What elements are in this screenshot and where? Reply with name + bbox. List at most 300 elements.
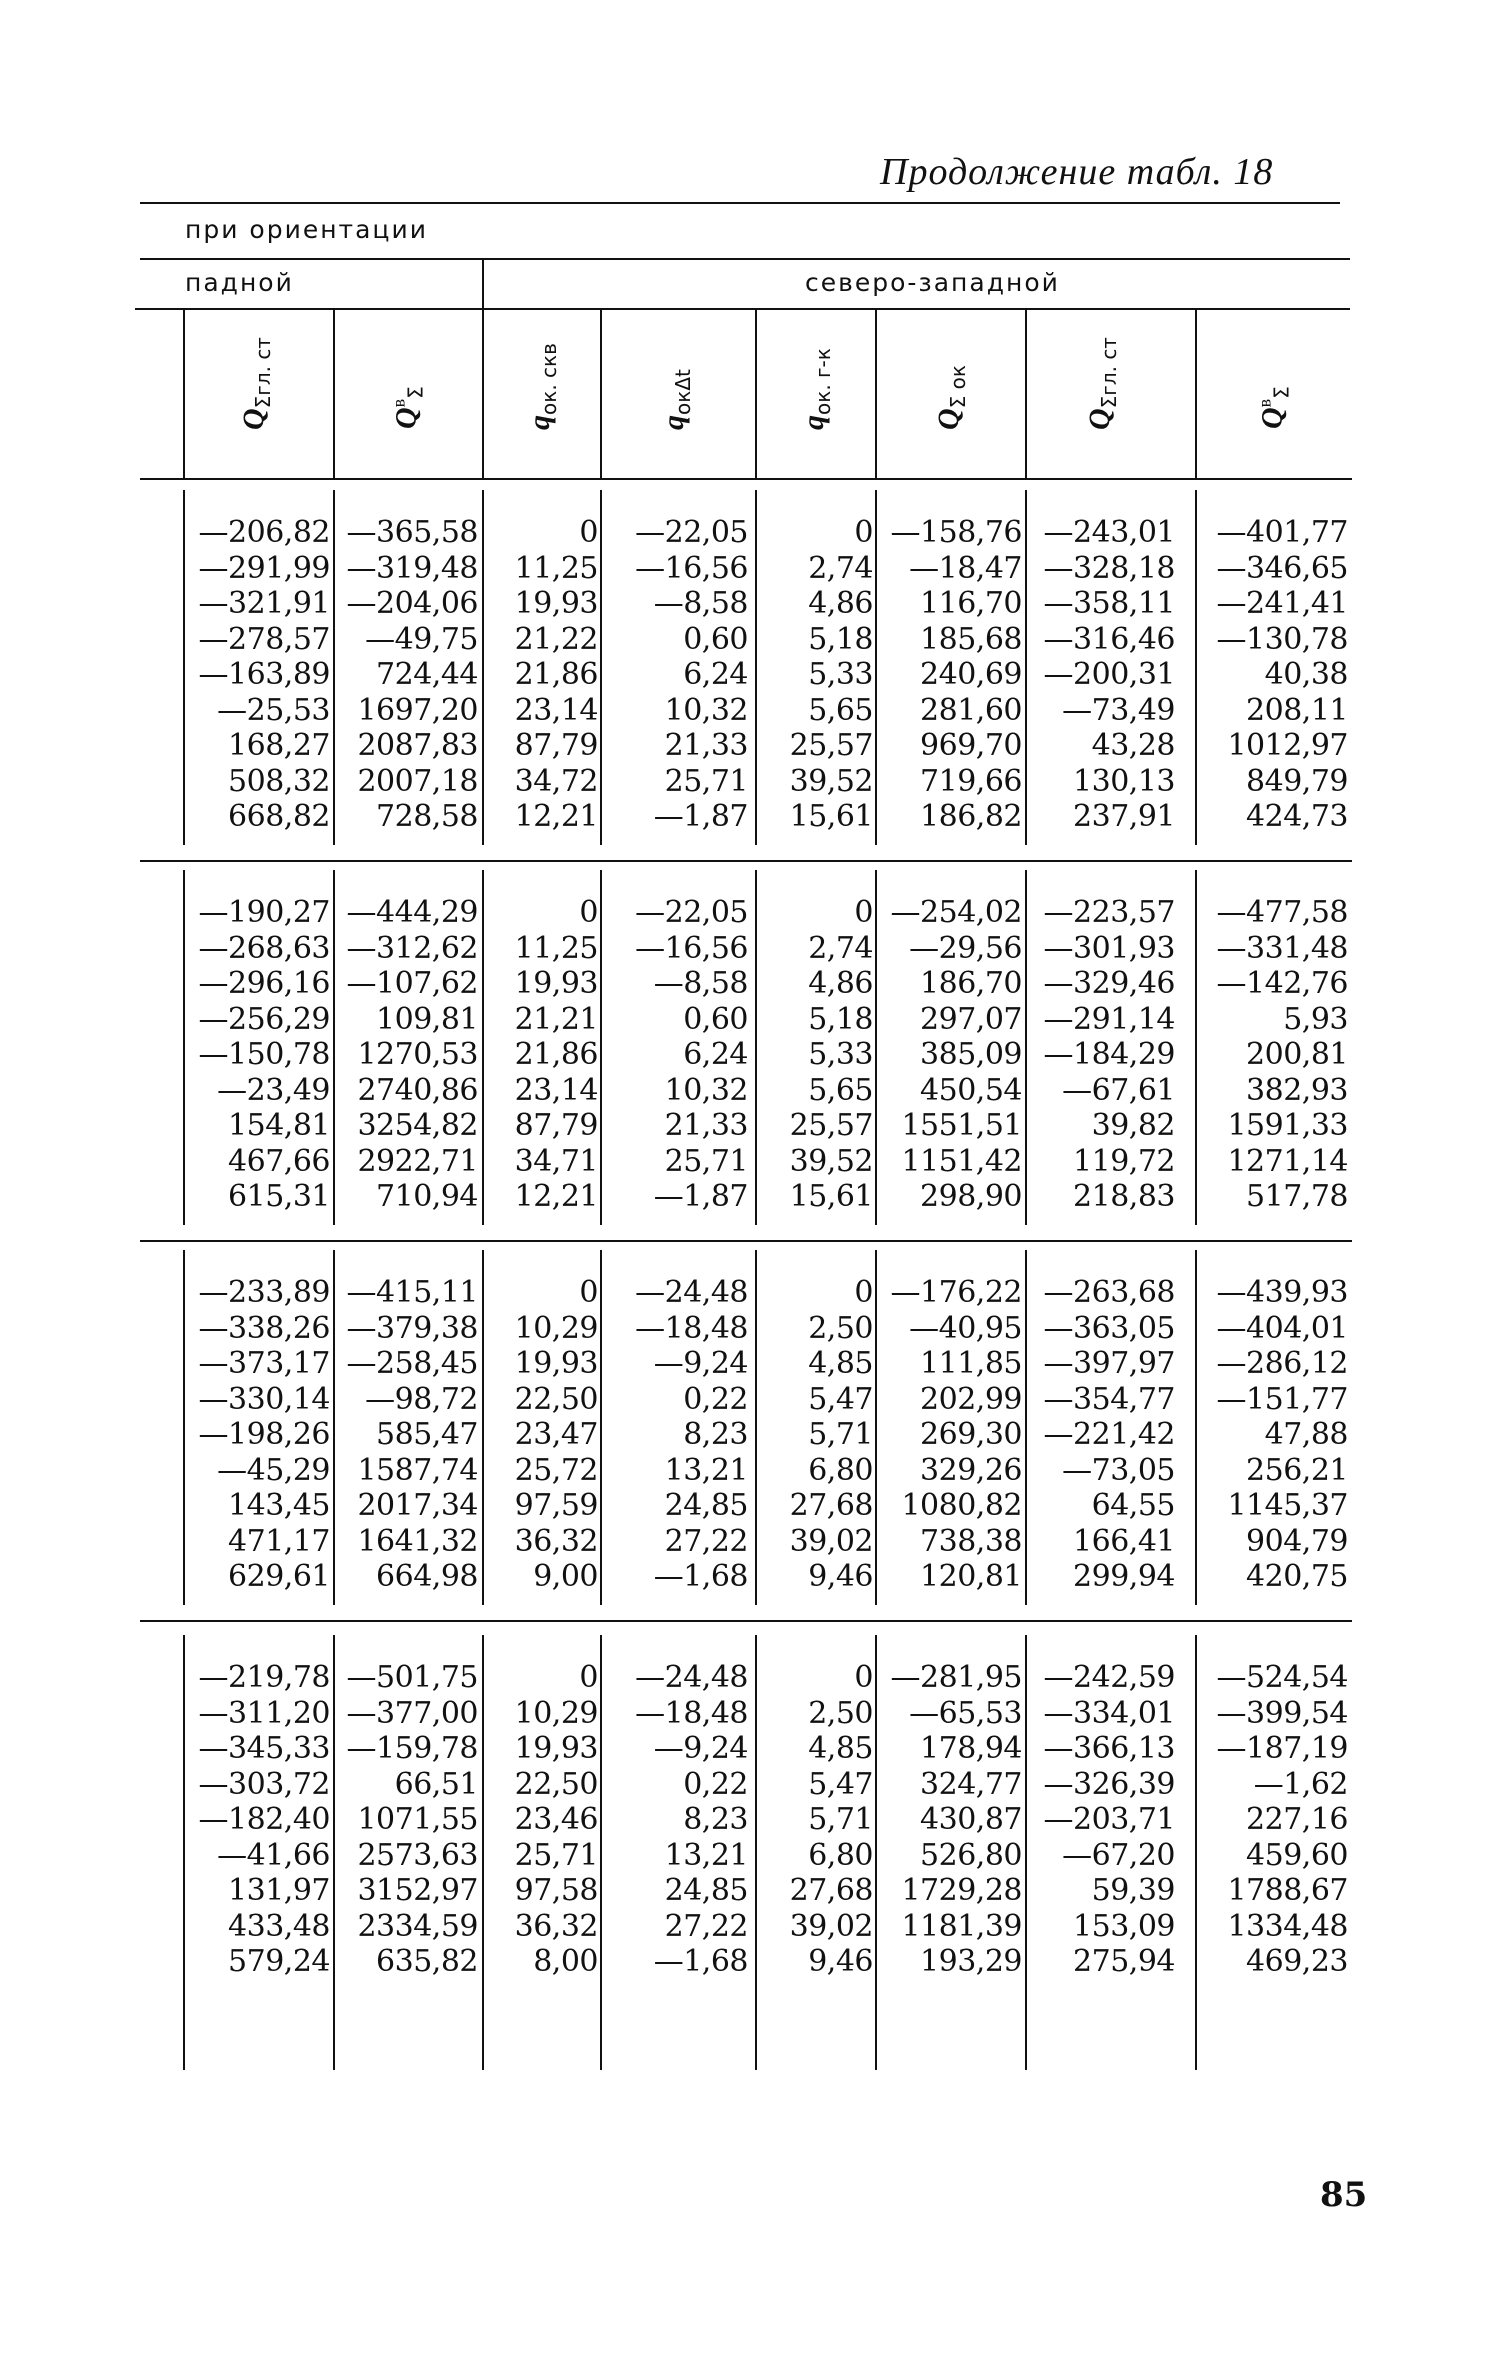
column-header	[1195, 308, 1352, 478]
table-cell: 24,85	[664, 1488, 748, 1523]
table-cell: 433,48	[228, 1908, 330, 1944]
table-cell: 59,39	[1091, 1873, 1175, 1908]
table-cell: —18,47	[909, 550, 1022, 586]
table-cell: 131,97	[228, 1873, 330, 1908]
table-cell: —291,99	[198, 550, 330, 586]
column-header	[333, 308, 482, 478]
column-header	[482, 308, 602, 478]
table-cell: —219,78	[198, 1660, 330, 1695]
table-cell: 27,68	[789, 1873, 873, 1908]
table-cell: —258,45	[346, 1346, 478, 1381]
block-separator-rule	[140, 1240, 1352, 1242]
table-cell: 25,71	[664, 1143, 748, 1179]
table-cell: 23,46	[514, 1802, 598, 1837]
table-cell: —187,19	[1216, 1731, 1348, 1766]
table-cell: 1587,74	[357, 1452, 478, 1488]
column-divider	[755, 1635, 757, 2070]
table-cell: —233,89	[198, 1275, 330, 1310]
table-cell: 1788,67	[1227, 1873, 1348, 1908]
table-cell: 4,86	[808, 966, 873, 1001]
table-cell: 25,71	[514, 1837, 598, 1873]
table-cell: 15,61	[789, 799, 873, 834]
column-divider	[875, 1635, 877, 2070]
table-cell: 585,47	[376, 1417, 478, 1452]
column-header-label: $Q^в_\Sigma$	[1254, 386, 1293, 429]
table-cell: 2922,71	[357, 1143, 478, 1179]
column-divider	[333, 490, 335, 845]
column-divider	[482, 1250, 484, 1605]
table-cell: 227,16	[1246, 1802, 1348, 1837]
table-cell: 22,50	[514, 1766, 598, 1802]
table-cell: —41,66	[217, 1837, 330, 1873]
table-cell: 27,68	[789, 1488, 873, 1523]
column-divider	[875, 870, 877, 1225]
table-cell: 143,45	[228, 1488, 330, 1523]
column-divider	[482, 1635, 484, 2070]
table-cell: 2087,83	[357, 728, 478, 763]
table-cell: 12,21	[514, 799, 598, 834]
column-header	[1025, 308, 1179, 478]
table-cell: —312,62	[346, 930, 478, 966]
table-cell: 12,21	[514, 1179, 598, 1214]
table-cell: —176,22	[890, 1275, 1022, 1310]
table-cell: —268,63	[198, 930, 330, 966]
table-cell: —358,11	[1043, 586, 1175, 621]
table-cell: 109,81	[376, 1001, 478, 1037]
table-cell: 5,47	[808, 1766, 873, 1802]
table-cell: 19,93	[514, 1731, 598, 1766]
table-cell: 168,27	[228, 728, 330, 763]
table-cell: 424,73	[1246, 799, 1348, 834]
table-cell: 668,82	[228, 799, 330, 834]
column-divider	[875, 490, 877, 845]
column-divider	[1025, 1250, 1027, 1605]
table-cell: —73,05	[1062, 1452, 1175, 1488]
column-divider	[183, 870, 185, 1225]
table-cell: 66,51	[394, 1766, 478, 1802]
table-cell: —286,12	[1216, 1346, 1348, 1381]
table-cell: 1080,82	[901, 1488, 1022, 1523]
table-cell: 8,23	[683, 1802, 748, 1837]
table-cell: 1641,32	[357, 1523, 478, 1559]
column-divider	[482, 870, 484, 1225]
table-cell: 186,70	[920, 966, 1022, 1001]
table-cell: —401,77	[1216, 515, 1348, 550]
table-cell: 10,32	[664, 1072, 748, 1108]
column-header-label: $q_{ок. г-к}$	[797, 348, 835, 430]
table-cell: 178,94	[920, 1731, 1022, 1766]
table-cell: 738,38	[920, 1523, 1022, 1559]
table-cell: 9,00	[533, 1559, 598, 1594]
column-divider	[1025, 1635, 1027, 2070]
table-cell: 13,21	[664, 1837, 748, 1873]
table-cell: —354,77	[1043, 1381, 1175, 1417]
table-cell: 5,18	[808, 621, 873, 657]
table-cell: —29,56	[909, 930, 1022, 966]
table-cell: 469,23	[1246, 1944, 1348, 1979]
table-cell: 1271,14	[1227, 1143, 1348, 1179]
table-cell: 120,81	[920, 1559, 1022, 1594]
table-cell: —329,46	[1043, 966, 1175, 1001]
table-cell: —1,87	[653, 1179, 748, 1214]
table-cell: 40,38	[1264, 657, 1348, 692]
column-divider	[600, 1635, 602, 2070]
table-cell: 10,29	[514, 1695, 598, 1731]
table-cell: 0	[579, 515, 598, 550]
table-cell: —22,05	[635, 515, 748, 550]
table-cell: 218,83	[1073, 1179, 1175, 1214]
column-header-label: $Q_{\Sigma ок}$	[931, 365, 970, 430]
table-cell: —242,59	[1043, 1660, 1175, 1695]
table-cell: 1551,51	[901, 1108, 1022, 1143]
table-cell: —444,29	[346, 895, 478, 930]
table-cell: 420,75	[1246, 1559, 1348, 1594]
table-cell: 119,72	[1073, 1143, 1175, 1179]
table-cell: —9,24	[653, 1346, 748, 1381]
table-cell: 635,82	[376, 1944, 478, 1979]
table-cell: 467,66	[228, 1143, 330, 1179]
table-cell: 5,33	[808, 657, 873, 692]
table-cell: 3152,97	[357, 1873, 478, 1908]
table-cell: —49,75	[365, 621, 478, 657]
table-cell: 22,50	[514, 1381, 598, 1417]
table-cell: 9,46	[808, 1944, 873, 1979]
table-cell: 1729,28	[901, 1873, 1022, 1908]
table-cell: 111,85	[920, 1346, 1022, 1381]
table-cell: 4,85	[808, 1731, 873, 1766]
table-cell: —319,48	[346, 550, 478, 586]
column-divider	[482, 490, 484, 845]
table-cell: 710,94	[376, 1179, 478, 1214]
column-divider	[600, 490, 602, 845]
table-cell: —345,33	[198, 1731, 330, 1766]
table-cell: —200,31	[1043, 657, 1175, 692]
table-cell: 10,32	[664, 692, 748, 728]
table-cell: 87,79	[514, 728, 598, 763]
table-cell: 186,82	[920, 799, 1022, 834]
table-cell: 0	[579, 1275, 598, 1310]
table-cell: 185,68	[920, 621, 1022, 657]
table-cell: —1,87	[653, 799, 748, 834]
table-cell: 471,17	[228, 1523, 330, 1559]
table-cell: —130,78	[1216, 621, 1348, 657]
table-cell: 193,29	[920, 1944, 1022, 1979]
table-cell: —24,48	[635, 1275, 748, 1310]
table-cell: —151,77	[1216, 1381, 1348, 1417]
table-cell: 579,24	[228, 1944, 330, 1979]
table-cell: —40,95	[909, 1310, 1022, 1346]
table-cell: 97,59	[514, 1488, 598, 1523]
table-cell: 0	[854, 1660, 873, 1695]
table-cell: —328,18	[1043, 550, 1175, 586]
table-cell: —184,29	[1043, 1037, 1175, 1072]
table-cell: —182,40	[198, 1802, 330, 1837]
column-header-label: $q_{ок\Delta t}$	[657, 369, 695, 430]
table-cell: 0	[854, 515, 873, 550]
table-cell: 21,33	[664, 1108, 748, 1143]
subgroup-right-header: северо-западной	[805, 268, 1060, 297]
table-cell: —366,13	[1043, 1731, 1175, 1766]
column-header-label: $Q_{\Sigma гл. ст}$	[237, 337, 275, 430]
table-cell: —203,71	[1043, 1802, 1175, 1837]
table-caption: Продолжение табл. 18	[880, 151, 1274, 193]
table-cell: 153,09	[1073, 1908, 1175, 1944]
table-cell: 24,85	[664, 1873, 748, 1908]
column-header	[178, 308, 334, 478]
table-cell: 5,93	[1283, 1001, 1348, 1037]
column-divider	[1195, 1250, 1197, 1605]
column-divider	[875, 1250, 877, 1605]
column-header-label: $Q_{\Sigma гл. ст}$	[1083, 337, 1121, 430]
subgroup-left-header: падной	[185, 268, 294, 297]
table-cell: 25,57	[789, 728, 873, 763]
table-cell: 728,58	[376, 799, 478, 834]
table-cell: 202,99	[920, 1381, 1022, 1417]
table-cell: —9,24	[653, 1731, 748, 1766]
table-cell: 324,77	[920, 1766, 1022, 1802]
table-cell: 2,50	[808, 1310, 873, 1346]
block-separator-rule	[140, 860, 1352, 862]
table-cell: 0	[579, 895, 598, 930]
table-cell: 275,94	[1073, 1944, 1175, 1979]
table-cell: 6,24	[683, 1037, 748, 1072]
table-cell: —18,48	[635, 1310, 748, 1346]
table-cell: 1012,97	[1227, 728, 1348, 763]
table-cell: 382,93	[1246, 1072, 1348, 1108]
table-cell: —18,48	[635, 1695, 748, 1731]
table-cell: 2,50	[808, 1695, 873, 1731]
group-rule	[140, 258, 1350, 260]
table-cell: —316,46	[1043, 621, 1175, 657]
table-cell: 1270,53	[357, 1037, 478, 1072]
table-cell: —16,56	[635, 930, 748, 966]
table-cell: —477,58	[1216, 895, 1348, 930]
table-cell: 23,14	[514, 1072, 598, 1108]
column-header-label: $q_{ок. скв}$	[523, 343, 561, 430]
table-cell: 2740,86	[357, 1072, 478, 1108]
table-cell: 849,79	[1246, 763, 1348, 799]
table-cell: 1181,39	[901, 1908, 1022, 1944]
table-cell: 0,60	[683, 621, 748, 657]
table-cell: 166,41	[1073, 1523, 1175, 1559]
table-cell: 21,33	[664, 728, 748, 763]
header-column-divider	[183, 308, 185, 478]
table-cell: —142,76	[1216, 966, 1348, 1001]
table-cell: 25,71	[664, 763, 748, 799]
group-header: при ориентации	[185, 215, 428, 244]
table-cell: —399,54	[1216, 1695, 1348, 1731]
column-divider	[1025, 870, 1027, 1225]
table-cell: —1,68	[653, 1559, 748, 1594]
table-cell: 36,32	[514, 1908, 598, 1944]
table-cell: 34,71	[514, 1143, 598, 1179]
table-cell: 39,02	[789, 1908, 873, 1944]
table-cell: 3254,82	[357, 1108, 478, 1143]
table-cell: 2,74	[808, 930, 873, 966]
table-cell: 329,26	[920, 1452, 1022, 1488]
table-cell: 36,32	[514, 1523, 598, 1559]
table-cell: 154,81	[228, 1108, 330, 1143]
table-cell: —501,75	[346, 1660, 478, 1695]
table-cell: 1591,33	[1227, 1108, 1348, 1143]
table-cell: —8,58	[653, 586, 748, 621]
table-cell: 39,52	[789, 763, 873, 799]
table-cell: —23,49	[217, 1072, 330, 1108]
table-cell: 2007,18	[357, 763, 478, 799]
table-cell: —373,17	[198, 1346, 330, 1381]
column-divider	[755, 870, 757, 1225]
table-cell: 21,22	[514, 621, 598, 657]
table-cell: —363,05	[1043, 1310, 1175, 1346]
table-cell: —379,38	[346, 1310, 478, 1346]
table-cell: 0,22	[683, 1766, 748, 1802]
table-cell: 5,33	[808, 1037, 873, 1072]
table-cell: —158,76	[890, 515, 1022, 550]
table-cell: 2017,34	[357, 1488, 478, 1523]
header-column-divider	[755, 308, 757, 478]
table-cell: 6,24	[683, 657, 748, 692]
table-cell: 25,57	[789, 1108, 873, 1143]
table-cell: 21,86	[514, 657, 598, 692]
table-cell: 8,23	[683, 1417, 748, 1452]
table-cell: 517,78	[1246, 1179, 1348, 1214]
table-cell: —198,26	[198, 1417, 330, 1452]
table-cell: 13,21	[664, 1452, 748, 1488]
column-divider	[183, 1635, 185, 2070]
table-cell: 19,93	[514, 966, 598, 1001]
table-cell: —365,58	[346, 515, 478, 550]
table-cell: —8,58	[653, 966, 748, 1001]
table-cell: 969,70	[920, 728, 1022, 763]
table-cell: —67,61	[1062, 1072, 1175, 1108]
table-cell: —263,68	[1043, 1275, 1175, 1310]
table-cell: —303,72	[198, 1766, 330, 1802]
table-cell: —221,42	[1043, 1417, 1175, 1452]
table-cell: 1151,42	[901, 1143, 1022, 1179]
table-cell: —278,57	[198, 621, 330, 657]
table-cell: —107,62	[346, 966, 478, 1001]
table-cell: 5,47	[808, 1381, 873, 1417]
table-cell: 298,90	[920, 1179, 1022, 1214]
table-cell: 281,60	[920, 692, 1022, 728]
table-cell: 43,28	[1091, 728, 1175, 763]
table-cell: 6,80	[808, 1452, 873, 1488]
column-divider	[333, 1250, 335, 1605]
table-cell: —241,41	[1216, 586, 1348, 621]
table-cell: —163,89	[198, 657, 330, 692]
column-divider	[600, 1250, 602, 1605]
table-cell: —346,65	[1216, 550, 1348, 586]
table-cell: 19,93	[514, 1346, 598, 1381]
table-cell: 256,21	[1246, 1452, 1348, 1488]
table-cell: 34,72	[514, 763, 598, 799]
table-cell: 8,00	[533, 1944, 598, 1979]
table-cell: —204,06	[346, 586, 478, 621]
table-cell: 64,55	[1091, 1488, 1175, 1523]
table-cell: 11,25	[514, 550, 598, 586]
table-cell: 27,22	[664, 1908, 748, 1944]
table-cell: 430,87	[920, 1802, 1022, 1837]
table-cell: —206,82	[198, 515, 330, 550]
column-divider	[333, 1635, 335, 2070]
table-cell: —223,57	[1043, 895, 1175, 930]
table-cell: 240,69	[920, 657, 1022, 692]
top-rule	[140, 202, 1340, 204]
table-cell: —397,97	[1043, 1346, 1175, 1381]
column-header-label: $Q^в_\Sigma$	[388, 386, 427, 429]
header-column-divider	[600, 308, 602, 478]
table-cell: 2,74	[808, 550, 873, 586]
column-header	[875, 308, 1026, 478]
table-cell: 508,32	[228, 763, 330, 799]
table-cell: 615,31	[228, 1179, 330, 1214]
column-divider	[333, 870, 335, 1225]
table-cell: 237,91	[1073, 799, 1175, 834]
header-bottom-rule	[140, 478, 1352, 480]
column-divider	[1195, 1635, 1197, 2070]
table-cell: 269,30	[920, 1417, 1022, 1452]
table-cell: —190,27	[198, 895, 330, 930]
table-cell: 23,14	[514, 692, 598, 728]
table-cell: 724,44	[376, 657, 478, 692]
table-cell: 97,58	[514, 1873, 598, 1908]
table-cell: —330,14	[198, 1381, 330, 1417]
column-divider	[1195, 490, 1197, 845]
table-cell: —326,39	[1043, 1766, 1175, 1802]
table-cell: —73,49	[1062, 692, 1175, 728]
table-cell: —256,29	[198, 1001, 330, 1037]
table-cell: —334,01	[1043, 1695, 1175, 1731]
table-cell: 1145,37	[1227, 1488, 1348, 1523]
table-cell: 299,94	[1073, 1559, 1175, 1594]
table-cell: 87,79	[514, 1108, 598, 1143]
table-cell: 5,71	[808, 1417, 873, 1452]
table-cell: 21,21	[514, 1001, 598, 1037]
column-divider	[183, 490, 185, 845]
table-cell: 0	[579, 1660, 598, 1695]
table-cell: —296,16	[198, 966, 330, 1001]
page-number: 85	[1320, 2175, 1368, 2215]
column-header	[600, 308, 752, 478]
table-cell: —45,29	[217, 1452, 330, 1488]
table-cell: 5,65	[808, 1072, 873, 1108]
table-cell: 1697,20	[357, 692, 478, 728]
table-cell: —254,02	[890, 895, 1022, 930]
table-cell: —301,93	[1043, 930, 1175, 966]
table-cell: 2334,59	[357, 1908, 478, 1944]
header-column-divider	[333, 308, 335, 478]
table-cell: 39,02	[789, 1523, 873, 1559]
table-cell: —16,56	[635, 550, 748, 586]
table-cell: 0,22	[683, 1381, 748, 1417]
table-cell: 0	[854, 1275, 873, 1310]
table-cell: 116,70	[920, 586, 1022, 621]
table-cell: 200,81	[1246, 1037, 1348, 1072]
table-cell: 39,52	[789, 1143, 873, 1179]
table-cell: —67,20	[1062, 1837, 1175, 1873]
table-cell: —159,78	[346, 1731, 478, 1766]
table-cell: 11,25	[514, 930, 598, 966]
table-cell: 664,98	[376, 1559, 478, 1594]
table-cell: —415,11	[346, 1275, 478, 1310]
column-divider	[1195, 870, 1197, 1225]
table-cell: 23,47	[514, 1417, 598, 1452]
table-cell: —281,95	[890, 1660, 1022, 1695]
table-cell: 21,86	[514, 1037, 598, 1072]
table-cell: 10,29	[514, 1310, 598, 1346]
header-column-divider	[1195, 308, 1197, 478]
column-divider	[755, 1250, 757, 1605]
